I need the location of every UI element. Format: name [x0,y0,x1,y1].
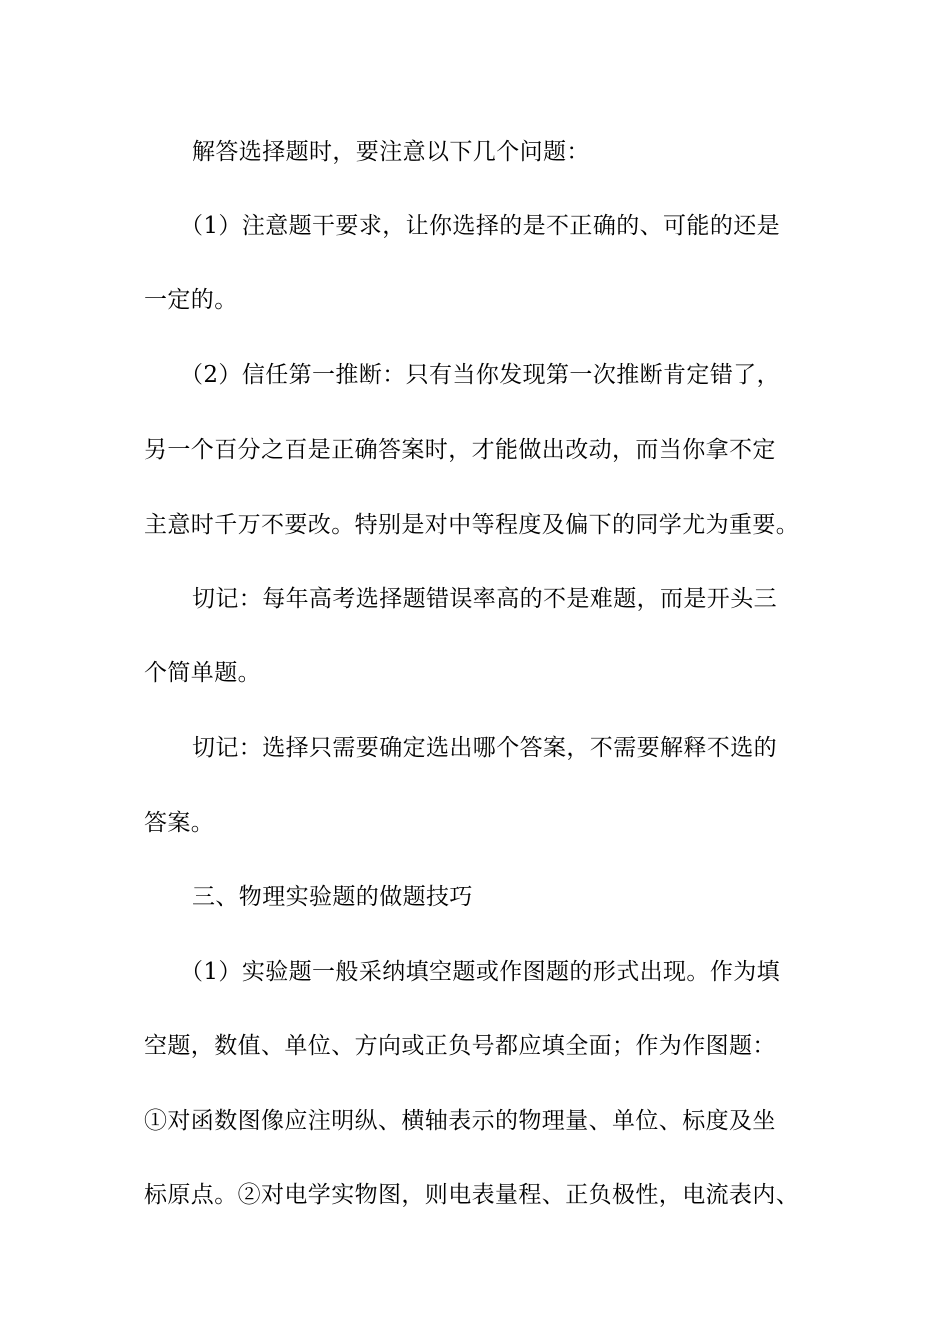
paragraph-line: 切记：选择只需要确定选出哪个答案，不需要解释不选的 [192,735,777,761]
paragraph-line: 答案。 [144,810,215,836]
paragraph-line: 解答选择题时，要注意以下几个问题： [192,139,590,165]
paragraph-line: ①对函数图像应注明纵、横轴表示的物理量、单位、标度及坐 [144,1108,776,1134]
paragraph-line: 标原点。②对电学实物图，则电表量程、正负极性，电流表内、 [144,1182,800,1208]
paragraph-line: 切记：每年高考选择题错误率高的不是难题，而是开头三 [192,586,777,612]
paragraph-line: 空题，数值、单位、方向或正负号都应填全面；作为作图题： [144,1033,776,1059]
paragraph-line: （2）信任第一推断：只有当你发现第一次推断肯定错了， [180,362,781,388]
section-heading: 三、物理实验题的做题技巧 [192,884,473,910]
paragraph-line: 个简单题。 [144,660,261,686]
paragraph-line: 一定的。 [144,287,238,313]
paragraph-line: 另一个百分之百是正确答案时，才能做出改动，而当你拿不定 [144,437,776,463]
paragraph-line: 主意时千万不要改。特别是对中等程度及偏下的同学尤为重要。 [144,512,800,538]
paragraph-line: （1）注意题干要求，让你选择的是不正确的、可能的还是 [180,213,781,239]
paragraph-line: （1）实验题一般采纳填空题或作图题的形式出现。作为填 [180,959,781,985]
